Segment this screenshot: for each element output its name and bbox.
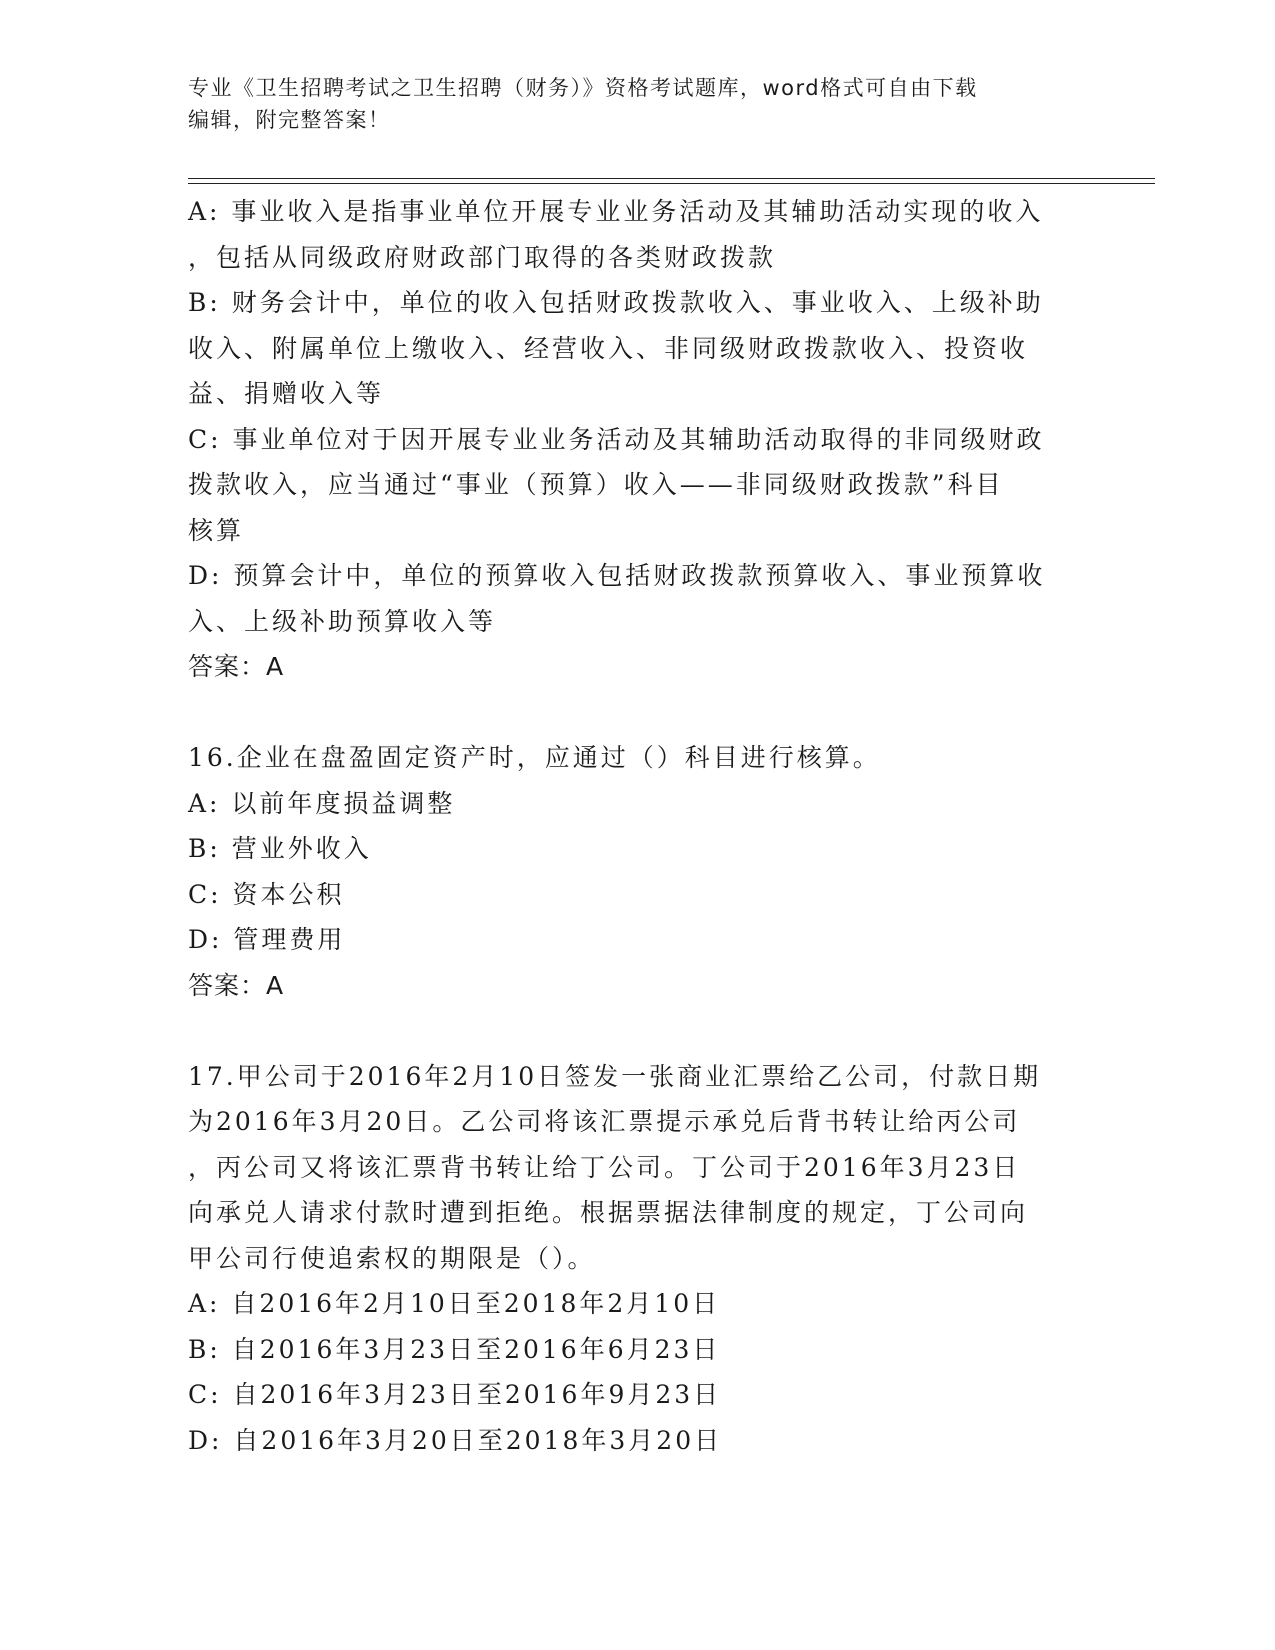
header-line-2: 编辑，附完整答案！: [188, 108, 391, 132]
q17-option-c: C: 自2016年3月23日至2016年9月23日: [188, 1380, 722, 1409]
q16-option-a: A: 以前年度损益调整: [188, 788, 456, 818]
q15-option-d-line-1: D: 预算会计中，单位的预算收入包括财政拨款预算收入、事业预算收: [188, 561, 1046, 590]
q16-question: 16.企业在盘盈固定资产时，应通过（）科目进行核算。: [188, 743, 881, 772]
q17-question-line-3: ，丙公司又将该汇票背书转让给丁公司。丁公司于2016年3月23日: [188, 1152, 1021, 1182]
q16-option-c: C: 资本公积: [188, 879, 345, 909]
question-17: [188, 1054, 1088, 1464]
q17-question-line-4: 向承兑人请求付款时遭到拒绝。根据票据法律制度的规定，丁公司向: [188, 1198, 1029, 1227]
header-divider-top: [188, 178, 1155, 179]
q15-option-b-line-1: B: 财务会计中，单位的收入包括财政拨款收入、事业收入、上级补助: [188, 288, 1044, 317]
q15-option-a-line-1: A: 事业收入是指事业单位开展专业业务活动及其辅助活动实现的收入: [188, 197, 1044, 226]
q15-option-c-line-1: C: 事业单位对于因开展专业业务活动及其辅助活动取得的非同级财政: [188, 424, 1045, 454]
q17-option-b: B: 自2016年3月23日至2016年6月23日: [188, 1334, 721, 1364]
q17-question-line-5: 甲公司行使追索权的期限是（）。: [188, 1243, 596, 1273]
document-header: [188, 72, 1068, 136]
q17-question-line-2: 为2016年3月20日。乙公司将该汇票提示承兑后背书转让给丙公司: [188, 1107, 1021, 1136]
q15-option-d-line-2: 入、上级补助预算收入等: [188, 606, 497, 636]
question-16: [188, 735, 1088, 1008]
header-line-1: 专业《卫生招聘考试之卫生招聘（财务）》资格考试题库，word格式可自由下载: [188, 76, 978, 100]
q15-option-b-line-2: 收入、附属单位上缴收入、经营收入、非同级财政拨款收入、投资收: [188, 333, 1029, 363]
q15-option-c-line-3: 核算: [188, 515, 245, 545]
q17-option-a: A: 自2016年2月10日至2018年2月10日: [188, 1289, 721, 1318]
q17-question-line-1: 17.甲公司于2016年2月10日签发一张商业汇票给乙公司，付款日期: [188, 1061, 1042, 1091]
q15-option-c-line-2: 拨款收入，应当通过“事业（预算）收入——非同级财政拨款”科目: [188, 470, 1004, 499]
header-divider-bottom: [188, 183, 1155, 184]
q15-answer: 答案：A: [188, 652, 285, 681]
q15-option-b-line-3: 益、捐赠收入等: [188, 379, 385, 408]
spacer: [188, 690, 1088, 736]
question-15: [188, 189, 1088, 690]
q16-option-b: B: 营业外收入: [188, 834, 372, 863]
q17-option-d: D: 自2016年3月20日至2018年3月20日: [188, 1425, 723, 1455]
q16-answer: 答案：A: [188, 970, 285, 1000]
document-body: [188, 189, 1088, 1463]
spacer: [188, 1008, 1088, 1054]
q15-option-a-line-2: ，包括从同级政府财政部门取得的各类财政拨款: [188, 242, 777, 272]
q16-option-d: D: 管理费用: [188, 925, 346, 954]
